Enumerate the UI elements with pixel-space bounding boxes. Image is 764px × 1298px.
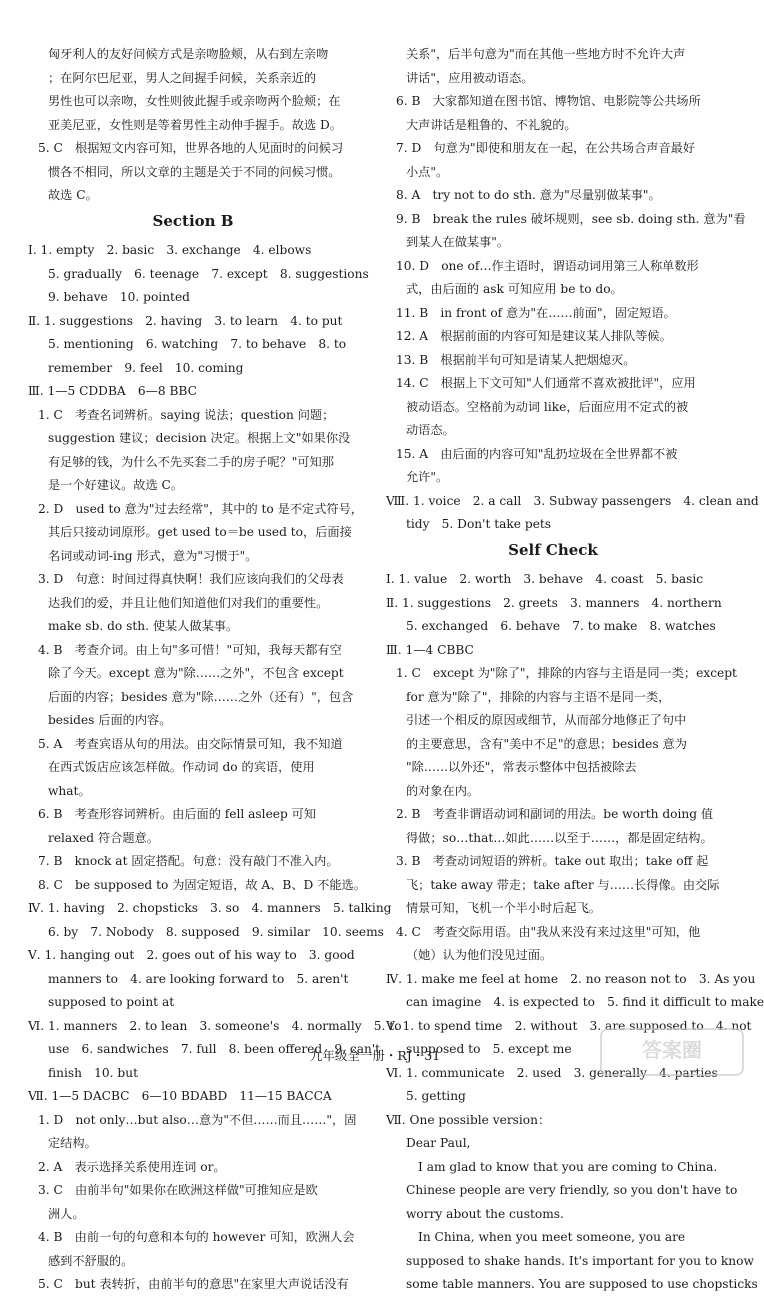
answer-line: 1. C except 为"除了"，排除的内容与主语是同一类；except xyxy=(396,666,737,680)
answer-line: 6. B 考查形容词辨析。由后面的 fell asleep 可知 xyxy=(38,807,317,821)
answer-line: 6. by 7. Nobody 8. supposed 9. similar 10. seems xyxy=(48,924,384,939)
answer-line: 在西式饭店应该怎样做。作动词 do 的宾语，使用 xyxy=(48,760,315,774)
answer-line: Ⅴ. 1. to spend time 2. without 3. are supposed to 4. not xyxy=(386,1018,752,1033)
answer-line: use 6. sandwiches 7. full 8. been offered 9. can't xyxy=(48,1042,381,1056)
answer-line: what。 xyxy=(48,783,91,798)
answer-line: 匈牙利人的友好问候方式是亲吻脸颊，从右到左亲吻 xyxy=(48,47,329,61)
answer-line: 2. D used to 意为"过去经常"，其中的 to 是不定式符号， xyxy=(38,501,363,516)
answer-line: supposed to point at xyxy=(48,995,175,1009)
answer-line: 12. A 根据前面的内容可知是建议某人排队等候。 xyxy=(396,329,672,343)
page-footer: 九年级全一册・RJ・31 xyxy=(309,1048,441,1063)
answer-line: relaxed 符合题意。 xyxy=(48,830,159,845)
answer-line: 2. A 表示选择关系使用连词 or。 xyxy=(38,1159,226,1174)
answer-line: 到某人在做某事"。 xyxy=(406,235,510,249)
answer-line: 7. D 句意为"即使和朋友在一起，在公共场合声音最好 xyxy=(396,141,696,155)
answer-line: 9. B break the rules 破坏规则，see sb. doing sth. 意为"看 xyxy=(396,211,746,226)
answer-line: 亚美尼亚，女性则是等着男性主动伸手握手。故选 D。 xyxy=(48,117,342,132)
answer-line: Dear Paul, xyxy=(406,1136,471,1150)
answer-line: worry about the customs. xyxy=(406,1206,564,1221)
answer-line: 是一个好建议。故选 C。 xyxy=(48,478,184,492)
answer-line: 1. C 考查名词辨析。saying 说法；question 问题； xyxy=(38,407,335,422)
answer-line: supposed to 5. except me xyxy=(406,1042,572,1056)
answer-line: I am glad to know that you are coming to China. xyxy=(418,1159,718,1174)
answer-line: 8. A try not to do sth. 意为"尽量别做某事"。 xyxy=(396,188,661,202)
answer-line: 5. mentioning 6. watching 7. to behave 8. to xyxy=(48,337,347,351)
answer-line: 洲人。 xyxy=(48,1206,85,1221)
answer-line: 定结构。 xyxy=(48,1136,97,1150)
answer-line: 惯各不相同，所以文章的主题是关于不同的问候习惯。 xyxy=(48,164,341,179)
answer-line: supposed to shake hands. It's important for you to know xyxy=(406,1253,754,1268)
answer-line: Ⅵ. 1. manners 2. to lean 3. someone's 4. normally 5. to xyxy=(28,1018,402,1033)
answer-line: 1. D not only…but also…意为"不但……而且……"，固 xyxy=(38,1112,357,1127)
answer-line: 15. A 由后面的内容可知"乱扔垃圾在全世界都不被 xyxy=(396,446,678,461)
answer-line: Ⅳ. 1. having 2. chopsticks 3. so 4. manners 5. talking xyxy=(28,901,392,915)
answer-line: manners to 4. are looking forward to 5. aren't xyxy=(48,971,349,986)
answer-line: 引述一个相反的原因或细节，从而部分地修正了句中 xyxy=(406,713,687,727)
answer-line: Ⅳ. 1. make me feel at home 2. no reason not to 3. As you xyxy=(386,971,756,986)
answer-line: 小点"。 xyxy=(406,164,449,179)
answer-line: 4. B 由前一句的句意和本句的 however 可知，欧洲人会 xyxy=(38,1230,355,1244)
answer-line: 3. D 句意：时间过得真快啊！我们应该向我们的父母表 xyxy=(38,572,344,586)
answer-line: Ⅲ. 1—4 CBBC xyxy=(386,642,474,657)
answer-line: suggestion 建议；decision 决定。根据上文"如果你没 xyxy=(48,431,351,445)
answer-line: 8. C be supposed to 为固定短语，故 A、B、D 不能选。 xyxy=(38,877,366,892)
answer-line: 2. B 考查非谓语动词和副词的用法。be worth doing 值 xyxy=(396,807,714,821)
answer-line: 故选 C。 xyxy=(48,188,98,202)
right-column xyxy=(386,44,764,1298)
answer-line: 4. B 考查介词。由上句"多可惜！"可知，我每天都有空 xyxy=(38,642,342,657)
answer-line: Ⅶ. 1—5 DACBC 6—10 BDABD 11—15 BACCA xyxy=(28,1089,332,1103)
answer-line: 讲话"，应用被动语态。 xyxy=(406,70,534,85)
answer-line: Ⅰ. 1. value 2. worth 3. behave 4. coast 5. basic xyxy=(386,572,704,586)
answer-line: besides 后面的内容。 xyxy=(48,713,172,727)
answer-line: finish 10. but xyxy=(48,1065,138,1080)
answer-line: In China, when you meet someone, you are xyxy=(418,1230,686,1244)
answer-line: 3. C 由前半句"如果你在欧洲这样做"可推知应是欧 xyxy=(38,1183,318,1197)
answer-line: remember 9. feel 10. coming xyxy=(48,360,244,375)
answer-line: Ⅷ. 1. voice 2. a call 3. Subway passengers 4. clean and xyxy=(386,493,759,508)
answer-line: 大声讲话是粗鲁的、不礼貌的。 xyxy=(406,117,577,132)
answer-line: 13. B 根据前半句可知是请某人把烟熄灭。 xyxy=(396,352,636,367)
answer-line: 5. A 考查宾语从句的用法。由交际情景可知，我不知道 xyxy=(38,736,343,751)
answer-line: ；在阿尔巴尼亚，男人之间握手问候，关系亲近的 xyxy=(48,70,317,85)
answer-line: 达我们的爱，并且让他们知道他们对我们的重要性。 xyxy=(48,595,329,610)
answer-line: 3. B 考查动词短语的辨析。take out 取出；take off 起 xyxy=(396,854,709,868)
answer-line: 男性也可以亲吻，女性则彼此握手或亲吻两个脸颊；在 xyxy=(48,94,341,108)
answer-line: Ⅶ. One possible version： xyxy=(386,1112,551,1127)
section-heading: Section B xyxy=(152,212,234,230)
answer-line: 被动语态。空格前为动词 like，后面应用不定式的被 xyxy=(406,399,689,414)
answer-line: some table manners. You are supposed to use chopsticks xyxy=(406,1277,758,1291)
answer-line: 后面的内容；besides 意为"除……之外（还有）"，包含 xyxy=(48,689,354,704)
answer-line: make sb. do sth. 使某人做某事。 xyxy=(48,619,239,633)
answer-line: 名词或动词-ing 形式，意为"习惯于"。 xyxy=(48,548,258,563)
answer-line: Ⅰ. 1. empty 2. basic 3. exchange 4. elbows xyxy=(28,243,312,257)
answer-line: 的主要意思，含有"美中不足"的意思；besides 意为 xyxy=(406,736,687,751)
answer-line: （她）认为他们没见过面。 xyxy=(406,948,553,962)
answer-line: 5. C but 表转折，由前半句的意思"在家里大声说话没有 xyxy=(38,1277,349,1291)
answer-line: 关系"，后半句意为"而在其他一些地方时不允许大声 xyxy=(406,47,686,61)
answer-line: Ⅱ. 1. suggestions 2. having 3. to learn 4. to put xyxy=(28,313,343,328)
answer-line: 的对象在内。 xyxy=(406,783,480,798)
answer-line: 5. getting xyxy=(406,1089,466,1103)
answer-line: 得做；so…that…如此……以至于……，都是固定结构。 xyxy=(406,830,713,845)
answer-line: "除……以外还"，常表示整体中包括被除去 xyxy=(406,760,637,774)
answer-line: 5. exchanged 6. behave 7. to make 8. watches xyxy=(406,619,716,633)
answer-line: 5. gradually 6. teenage 7. except 8. suggestions xyxy=(48,266,369,281)
answer-line: Ⅲ. 1—5 CDDBA 6—8 BBC xyxy=(28,384,197,398)
answer-line: 感到不舒服的。 xyxy=(48,1253,134,1268)
answer-line: 7. B knock at 固定搭配。句意：没有敲门不准入内。 xyxy=(38,854,339,868)
answer-line: 情景可知，飞机一个半小时后起飞。 xyxy=(406,901,601,915)
answer-line: Ⅴ. 1. hanging out 2. goes out of his way to 3. good xyxy=(28,948,355,962)
answer-line: 动语态。 xyxy=(406,423,455,437)
answer-line: 除了今天。except 意为"除……之外"，不包含 except xyxy=(48,666,344,680)
answer-line: 6. B 大家都知道在图书馆、博物馆、电影院等公共场所 xyxy=(396,94,701,108)
watermark-logo: 答案圈 xyxy=(600,1028,744,1076)
answer-line: 允许"。 xyxy=(406,470,449,484)
answer-line: 11. B in front of 意为"在……前面"，固定短语。 xyxy=(396,305,676,320)
answer-line: 式，由后面的 ask 可知应用 be to do。 xyxy=(406,282,623,296)
answer-line: 5. C 根据短文内容可知，世界各地的人见面时的问候习 xyxy=(38,141,344,155)
answer-line: 其后只接动词原形。get used to＝be used to，后面接 xyxy=(48,525,352,539)
section-heading: Self Check xyxy=(508,541,598,559)
answer-line: tidy 5. Don't take pets xyxy=(406,517,552,531)
answer-line: 10. D one of…作主语时，谓语动词用第三人称单数形 xyxy=(396,258,699,273)
answer-line: Ⅱ. 1. suggestions 2. greets 3. manners 4. northern xyxy=(386,595,722,610)
answer-line: for 意为"除了"，排除的内容与主语不是同一类， xyxy=(406,689,671,704)
answer-line: 9. behave 10. pointed xyxy=(48,290,190,304)
answer-line: 飞；take away 带走；take after 与……长得像。由交际 xyxy=(406,877,720,892)
answer-line: 有足够的钱，为什么不先买套二手的房子呢？"可知那 xyxy=(48,454,334,469)
answer-line: Chinese people are very friendly, so you don't have to xyxy=(406,1183,738,1197)
answer-line: 14. C 根据上下文可知"人们通常不喜欢被批评"，应用 xyxy=(396,376,696,390)
answer-line: Ⅵ. 1. communicate 2. used 3. generally 4. parties xyxy=(386,1065,718,1080)
answer-line: 4. C 考查交际用语。由"我从来没有来过这里"可知，他 xyxy=(396,924,701,939)
answer-line: can imagine 4. is expected to 5. find it difficult to make xyxy=(406,995,764,1009)
